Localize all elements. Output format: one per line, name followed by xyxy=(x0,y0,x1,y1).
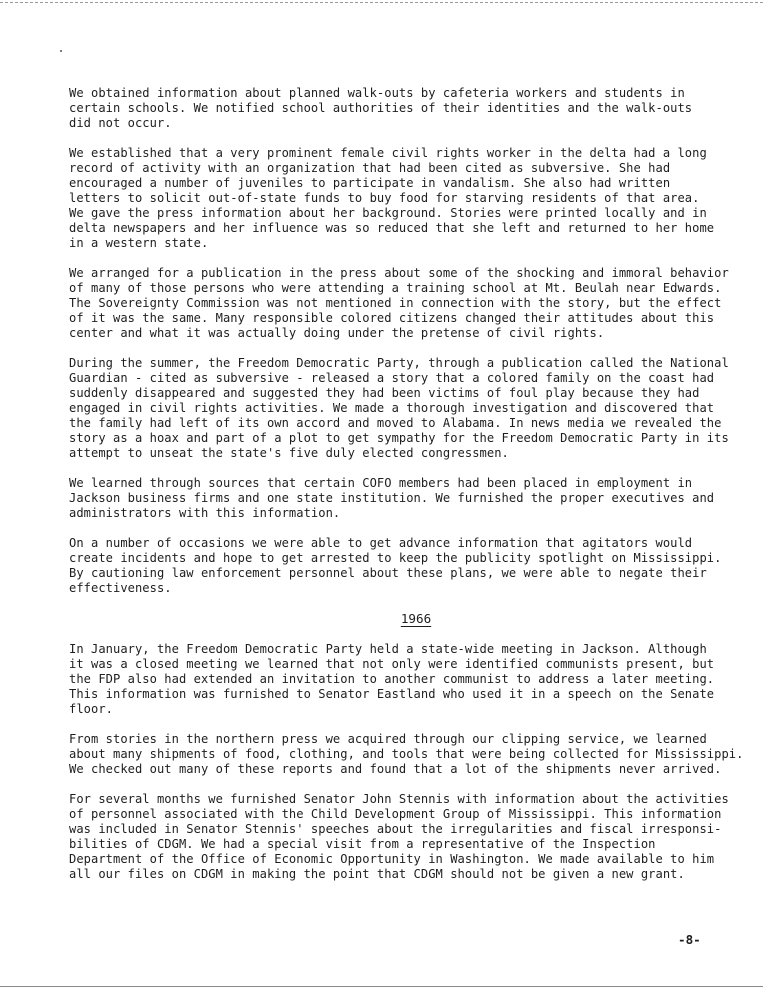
text-line: of many of those persons who were attending a training school at Mt. Beulah near Edwards. xyxy=(69,281,722,295)
text-line: the family had left of its own accord and moved to Alabama. In news media we revealed the xyxy=(69,416,722,430)
text-line: create incidents and hope to get arrested to keep the publicity spotlight on Mississippi. xyxy=(69,551,722,565)
text-line: During the summer, the Freedom Democratic Party, through a publication called the National xyxy=(69,356,729,370)
text-line: it was a closed meeting we learned that not only were identified communists present, but xyxy=(69,657,715,671)
body-paragraph xyxy=(69,86,763,131)
text-line: about many shipments of food, clothing, and tools that were being collected for Mississippi. xyxy=(69,747,744,761)
text-line: We gave the press information about her background. Stories were printed locally and in xyxy=(69,206,707,220)
year-heading-text: 1966 xyxy=(400,611,432,626)
text-line: By cautioning law enforcement personnel about these plans, we were able to negate their xyxy=(69,566,707,580)
text-line: certain schools. We notified school authorities of their identities and the walk-outs xyxy=(69,101,693,115)
body-paragraph xyxy=(69,536,763,596)
body-paragraph xyxy=(69,146,763,251)
text-line: attempt to unseat the state's five duly elected congressmen. xyxy=(69,446,509,460)
top-perforation-line xyxy=(0,2,763,3)
text-line: was included in Senator Stennis' speeches about the irregularities and fiscal irresponsi- xyxy=(69,822,722,836)
body-paragraph xyxy=(69,356,763,461)
text-line: the FDP also had extended an invitation to another communist to address a later meeting. xyxy=(69,672,715,686)
text-line: encouraged a number of juveniles to participate in vandalism. She also had written xyxy=(69,176,671,190)
text-line: of it was the same. Many responsible colored citizens changed their attitudes about this xyxy=(69,311,715,325)
body-paragraph xyxy=(69,642,763,717)
text-line: delta newspapers and her influence was so reduced that she left and returned to her home xyxy=(69,221,715,235)
text-line: Department of the Office of Economic Opportunity in Washington. We made available to him xyxy=(69,852,715,866)
body-paragraph xyxy=(69,266,763,341)
scan-speck xyxy=(60,50,62,52)
text-line: engaged in civil rights activities. We made a thorough investigation and discovered that xyxy=(69,401,715,415)
text-line: On a number of occasions we were able to get advance information that agitators would xyxy=(69,536,693,550)
text-line: letters to solicit out-of-state funds to buy food for starving residents of that area. xyxy=(69,191,700,205)
text-line: This information was furnished to Senator Eastland who used it in a speech on the Senate xyxy=(69,687,715,701)
text-line: bilities of CDGM. We had a special visit from a representative of the Inspection xyxy=(69,837,656,851)
text-line: of personnel associated with the Child Development Group of Mississippi. This information xyxy=(69,807,722,821)
body-paragraph xyxy=(69,476,763,521)
text-line: did not occur. xyxy=(69,116,172,130)
text-line: effectiveness. xyxy=(69,581,172,595)
page-body xyxy=(69,86,763,897)
text-line: From stories in the northern press we acquired through our clipping service, we learned xyxy=(69,732,707,746)
year-heading xyxy=(69,611,763,626)
bottom-rule xyxy=(0,986,763,987)
text-line: We learned through sources that certain COFO members had been placed in employment in xyxy=(69,476,693,490)
page-number: -8- xyxy=(678,932,701,947)
paragraphs-after-heading xyxy=(69,642,763,882)
text-line: In January, the Freedom Democratic Party held a state-wide meeting in Jackson. Although xyxy=(69,642,707,656)
text-line: suddenly disappeared and suggested they had been victims of foul play because they had xyxy=(69,386,700,400)
body-paragraph xyxy=(69,792,763,882)
text-line: We arranged for a publication in the press about some of the shocking and immoral behavior xyxy=(69,266,729,280)
text-line: all our files on CDGM in making the point that CDGM should not be given a new grant. xyxy=(69,867,685,881)
text-line: center and what it was actually doing under the pretense of civil rights. xyxy=(69,326,605,340)
text-line: We checked out many of these reports and found that a lot of the shipments never arrived. xyxy=(69,762,722,776)
text-line: record of activity with an organization that had been cited as subversive. She had xyxy=(69,161,671,175)
body-paragraph xyxy=(69,732,763,777)
text-line: We obtained information about planned walk-outs by cafeteria workers and students in xyxy=(69,86,685,100)
text-line: Jackson business firms and one state institution. We furnished the proper executives and xyxy=(69,491,715,505)
paragraphs-before-heading xyxy=(69,86,763,596)
text-line: For several months we furnished Senator John Stennis with information about the activities xyxy=(69,792,729,806)
text-line: Guardian - cited as subversive - released a story that a colored family on the coast had xyxy=(69,371,715,385)
text-line: in a western state. xyxy=(69,236,209,250)
text-line: floor. xyxy=(69,702,113,716)
text-line: administrators with this information. xyxy=(69,506,341,520)
text-line: The Sovereignty Commission was not mentioned in connection with the story, but the effect xyxy=(69,296,722,310)
text-line: story as a hoax and part of a plot to get sympathy for the Freedom Democratic Party in its xyxy=(69,431,729,445)
text-line: We established that a very prominent female civil rights worker in the delta had a long xyxy=(69,146,707,160)
